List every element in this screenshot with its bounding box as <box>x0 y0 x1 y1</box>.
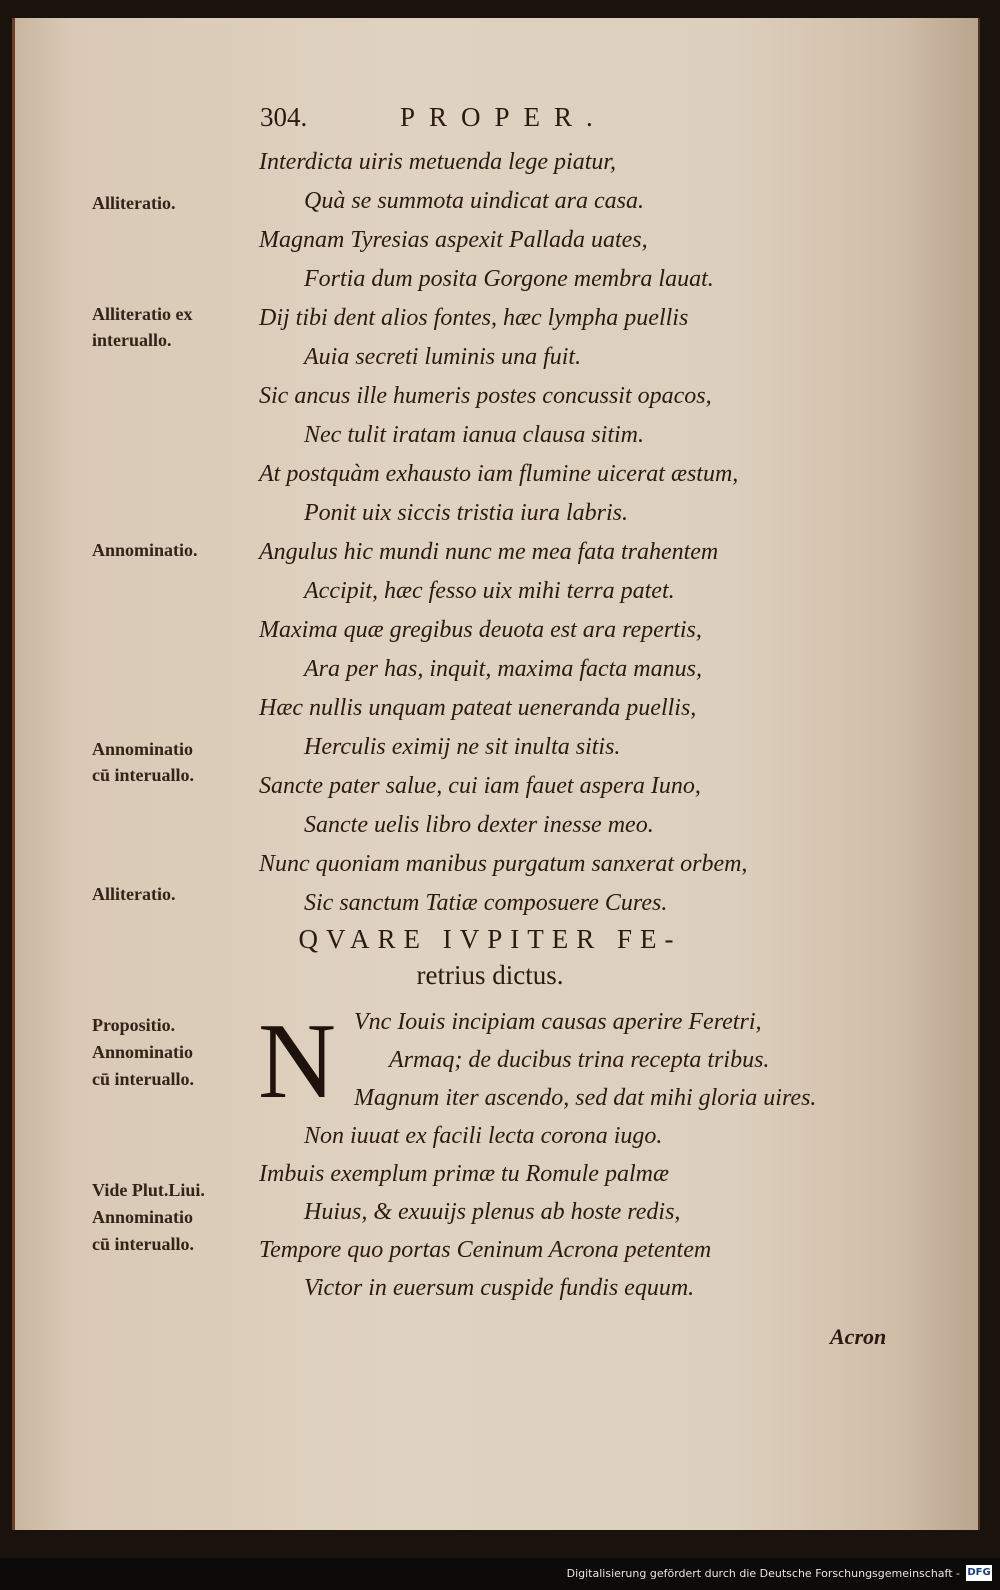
marginal-note: Vide Plut.Liui. <box>92 1180 205 1200</box>
verse-line: Sancte pater salue, cui iam fauet aspera Iuno, <box>259 773 701 799</box>
verse-line: Victor in euersum cuspide fundis equum. <box>304 1275 695 1301</box>
verse-line: Armaq; de ducibus trina recepta tribus. <box>389 1047 770 1073</box>
verse-line: Maxima quæ gregibus deuota est ara repertis, <box>259 617 702 643</box>
verse-line: At postquàm exhausto iam flumine uicerat æstum, <box>259 461 739 487</box>
verse-line: Sic sanctum Tatiæ composuere Cures. <box>304 890 668 916</box>
verse-line: Magnam Tyresias aspexit Pallada uates, <box>259 227 648 253</box>
marginal-note: Annominatio <box>92 739 194 759</box>
verse-line: Non iuuat ex facili lecta corona iugo. <box>304 1123 663 1149</box>
marginal-note: Propositio. <box>92 1015 176 1035</box>
marginal-note: Annominatio. <box>92 540 198 560</box>
marginal-note: cū interuallo. <box>92 765 194 785</box>
verse-line: Magnum iter ascendo, sed dat mihi gloria uires. <box>354 1085 817 1111</box>
marginal-note: Alliteratio ex <box>92 304 193 324</box>
verse-line: Herculis eximij ne sit inulta sitis. <box>304 734 621 760</box>
verse-line: Interdicta uiris metuenda lege piatur, <box>259 149 617 175</box>
verse-line: Ara per has, inquit, maxima facta manus, <box>304 656 702 682</box>
marginal-note: cū interuallo. <box>92 1234 194 1254</box>
marginal-note: Annominatio <box>92 1042 194 1062</box>
verse-line: Auia secreti luminis una fuit. <box>304 344 582 370</box>
page-header <box>260 102 680 142</box>
verse-line: Dij tibi dent alios fontes, hæc lympha puellis <box>259 305 689 331</box>
verse-line: Vnc Iouis incipiam causas aperire Feretri, <box>354 1009 762 1035</box>
drop-cap: N <box>258 1002 336 1121</box>
verse-line: Tempore quo portas Ceninum Acrona petentem <box>259 1237 712 1263</box>
catchword: Acron <box>830 1324 887 1349</box>
verse-line: Quà se summota uindicat ara casa. <box>304 188 644 214</box>
verse-line: Sancte uelis libro dexter inesse meo. <box>304 812 654 838</box>
marginal-note: cū interuallo. <box>92 1069 194 1089</box>
verse-line: Accipit, hæc fesso uix mihi terra patet. <box>304 578 675 604</box>
running-head: PROPER. <box>400 102 607 132</box>
marginal-note: Annominatio <box>92 1207 194 1227</box>
verse-line: Angulus hic mundi nunc me mea fata trahentem <box>259 539 719 565</box>
marginal-note: Alliteratio. <box>92 884 176 904</box>
section-subtitle: retrius dictus. <box>416 960 564 990</box>
verse-line: Sic ancus ille humeris postes concussit opacos, <box>259 383 712 409</box>
verse-line: Ponit uix siccis tristia iura labris. <box>304 500 629 526</box>
marginal-note: interuallo. <box>92 330 172 350</box>
verse-line: Hæc nullis unquam pateat ueneranda puellis, <box>259 695 697 721</box>
verse-line: Nunc quoniam manibus purgatum sanxerat orbem, <box>259 851 748 877</box>
section-title: QVARE IVPITER FE- <box>298 924 682 954</box>
dfg-logo-icon: DFG <box>966 1565 992 1581</box>
verse-line: Nec tulit iratam ianua clausa sitim. <box>304 422 644 448</box>
page-number: 304. <box>260 102 308 132</box>
book-page <box>12 18 980 1530</box>
verse-line: Imbuis exemplum primæ tu Romule palmæ <box>259 1161 669 1187</box>
digitization-credit: Digitalisierung gefördert durch die Deutsche Forschungsgemeinschaft - <box>566 1567 960 1580</box>
marginal-note: Alliteratio. <box>92 193 176 213</box>
verse-line: Fortia dum posita Gorgone membra lauat. <box>304 266 714 292</box>
verse-line: Huius, & exuuijs plenus ab hoste redis, <box>304 1199 681 1225</box>
